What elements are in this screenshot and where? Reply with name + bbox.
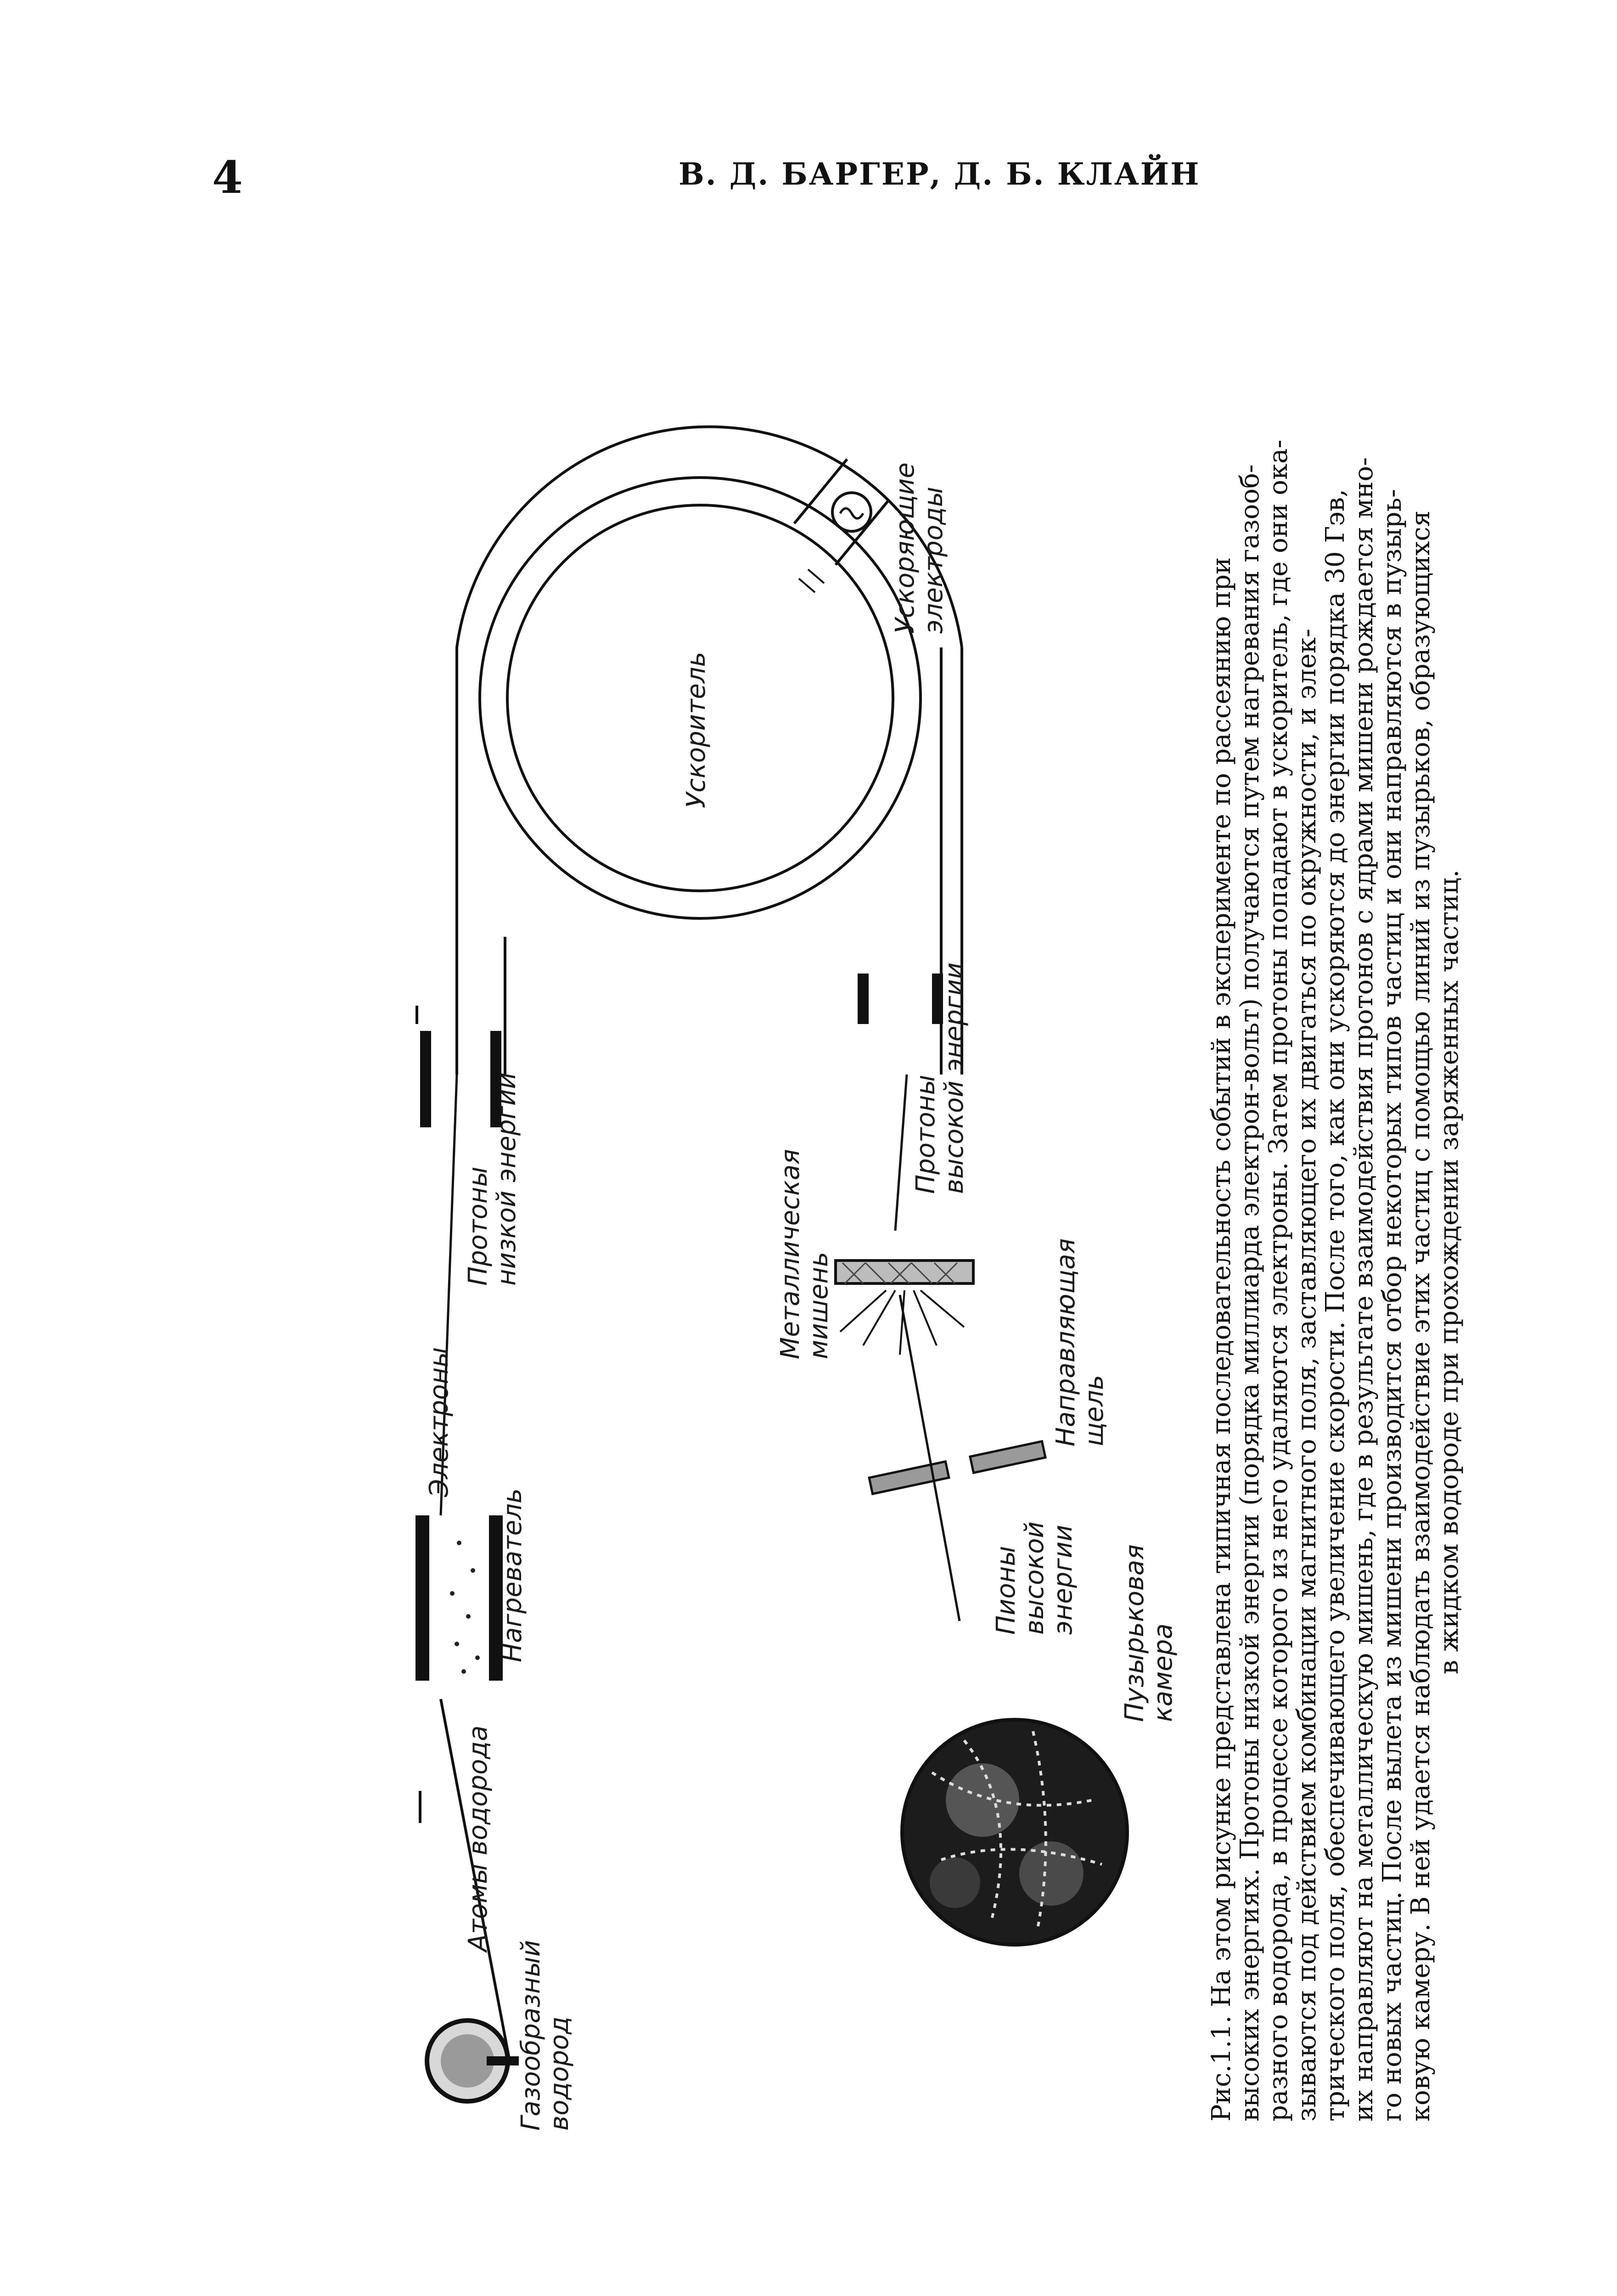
particle-spray [840,1290,964,1355]
heater-plates [415,1515,503,1681]
caption-line: зываются под действием комбинации магнитного поля, заставляющего их двигаться по окружности, и элек- [1292,629,1322,2122]
label-high-energy-protons: Протоны высокой энергии [911,962,969,1194]
caption-line: в жидком водороде при прохождении заряженных частиц. [1434,869,1464,1675]
label-heater: Нагреватель [498,1488,528,1662]
label-bubble-chamber: Пузырьковая камера [1120,1544,1178,1722]
label-guiding-slit: Направляющая щель [1051,1238,1109,1446]
caption-line: Рис.1.1. На этом рисунке представлена типичная последовательность событий в эксперименте по рассеянию при [1207,557,1236,2122]
page-number: 4 [212,152,243,203]
high-energy-beam-line [895,1075,907,1231]
pion-beam-line [900,1295,960,1621]
label-gas-hydrogen: Газообразный водород [516,1940,574,2131]
label-hydrogen-atoms: Атомы водорода [463,1725,493,1952]
caption-line: трического поля, обеспечивающего увеличение скорости. После того, как они ускоряются до энергии порядка 30 Гэв, [1320,489,1350,2122]
metal-target [836,1261,973,1283]
caption-line: го новых частиц. После вылета из мишени производится отбор некоторых типов частиц и они направляются в пузырь- [1377,489,1407,2122]
label-metal-target: Металлическая мишень [775,1149,834,1359]
caption-line: высоких энергиях. Протоны низкой энергии (порядка миллиарда электрон-вольт) получаются путем нагревания газооб- [1235,464,1265,2122]
caption-line: ковую камеру. В ней удается наблюдать взаимодействие этих частиц с помощью линий из пузырьков, образующихся [1406,510,1436,2122]
accelerating-electrodes-icon [794,459,888,592]
label-low-energy-protons: Протоны низкой энергии [463,1072,522,1286]
guiding-slit [869,1441,1045,1494]
label-high-energy-pions: Пионы высокой энергии [991,1521,1078,1635]
figure-caption [1207,422,1464,2122]
label-accelerating-electrodes: Ускоряющие электроды [890,462,949,634]
caption-line: разного водорода, в процессе которого из него удаляются электроны. Затем протоны попадают в ускоритель, где они ока- [1263,439,1293,2122]
label-accelerator: Ускоритель [681,652,711,808]
label-electrons: Электроны [424,1347,454,1497]
bubble-chamber-photo [902,1720,1127,1945]
caption-line: их направляют на металлическую мишень, где в результате взаимодействия протонов с ядрами мишени рождается мно- [1349,457,1379,2122]
running-head-authors: В. Д. БАРГЕР, Д. Б. КЛАЙН [679,156,1201,192]
